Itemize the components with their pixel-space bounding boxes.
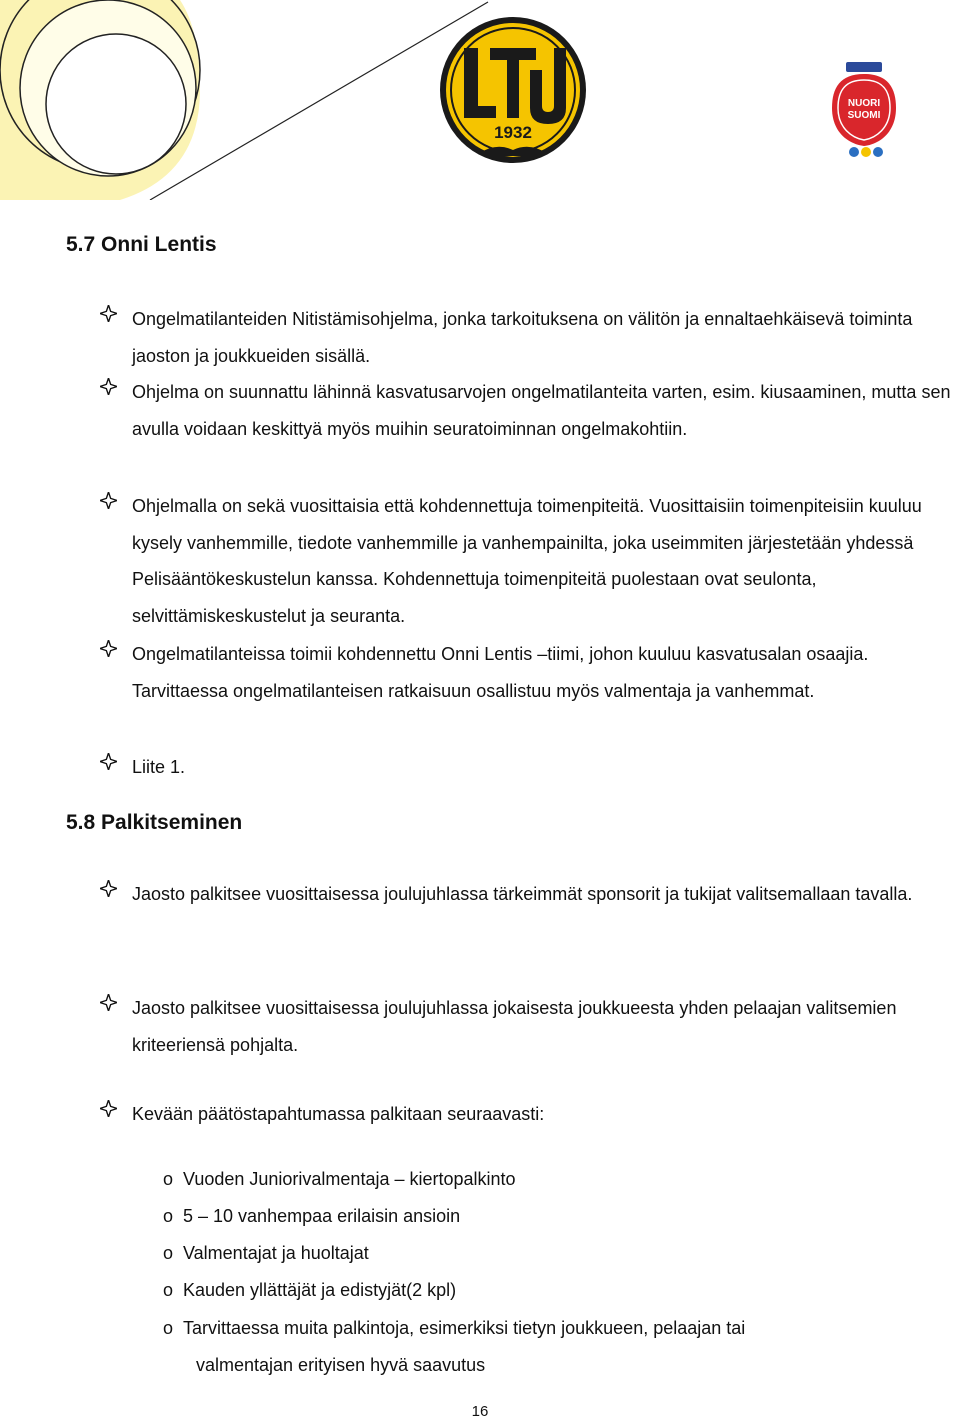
bullet-text: Jaosto palkitsee vuosittaisessa joulujuhlassa jokaisesta joukkueesta yhden pelaajan valitsemien kriteeriensä pohjalta. (132, 998, 897, 1055)
diamond-bullet-icon (100, 1100, 117, 1117)
bullet-text: Kevään päätöstapahtumassa palkitaan seuraavasti: (132, 1104, 545, 1124)
bullet-text: Ongelmatilanteissa toimii kohdennettu Onni Lentis –tiimi, johon kuuluu kasvatusalan osaajia. Tarvittaessa ongelmatilanteisen ratkaisuun osallistuu myös valmentaja ja vanhemmat. (132, 644, 869, 701)
sub-item-text: 5 – 10 vanhempaa erilaisin ansioin (183, 1206, 461, 1226)
section-title-5-8: 5.8 Palkitseminen (66, 811, 243, 834)
page-header (0, 0, 960, 200)
diamond-bullet-icon (100, 378, 117, 395)
list-item (100, 1096, 960, 1133)
bullet-text: Ohjelmalla on sekä vuosittaisia että kohdennettuja toimenpiteitä. Vuosittaisiin toimenpiteisiin kuuluu kysely vanhemmille, tiedote vanhemmille ja vanhempainilta, joka useimmiten järjestetään yhdessä Pelisääntökeskustelun kanssa. Kohdennettuja toimenpiteitä puolestaan ovat seulonta, selvittämiskeskustelut ja seuranta. (132, 496, 922, 626)
sub-list-item (163, 1272, 456, 1308)
bullet-text: Jaosto palkitsee vuosittaisessa joulujuhlassa tärkeimmät sponsorit ja tukijat valitsemallaan tavalla. (132, 884, 913, 904)
sub-item-text: Vuoden Juniorivalmentaja – kiertopalkinto (183, 1169, 516, 1189)
sub-list-item (163, 1161, 516, 1197)
list-item (100, 636, 960, 709)
sub-bullet-marker: o (163, 1280, 174, 1300)
bullet-text: Ohjelma on suunnattu lähinnä kasvatusarvojen ongelmatilanteita varten, esim. kiusaaminen, mutta sen avulla voidaan keskittyä myös muihin seuratoiminnan ongelmakohtiin. (132, 382, 951, 439)
bullet-text: Liite 1. (132, 757, 186, 777)
sub-list-item (163, 1198, 460, 1234)
diamond-bullet-icon (100, 305, 117, 322)
svg-text:NUORI: NUORI (847, 98, 881, 109)
list-item (100, 876, 960, 913)
sub-bullet-marker: o (163, 1206, 174, 1226)
decorative-swirl-graphic (0, 0, 500, 200)
sub-bullet-marker: o (163, 1169, 174, 1189)
sub-item-text: Kauden yllättäjät ja edistyjät(2 kpl) (183, 1280, 457, 1300)
sub-item-text: Valmentajat ja huoltajat (183, 1243, 369, 1263)
sub-bullet-marker: o (163, 1318, 174, 1338)
sub-list-item (163, 1310, 745, 1346)
diamond-bullet-icon (100, 640, 117, 657)
sub-list-item (163, 1235, 369, 1271)
diamond-bullet-icon (100, 994, 117, 1011)
sub-bullet-marker: o (163, 1243, 174, 1263)
club-logo-year: 1932 (494, 123, 532, 142)
list-item (100, 488, 960, 634)
club-logo (438, 8, 588, 172)
list-item (100, 990, 960, 1063)
sub-item-text: Tarvittaessa muita palkintoja, esimerkiksi tietyn joukkueen, pelaajan tai (183, 1318, 746, 1338)
sub-item-continuation: valmentajan erityisen hyvä saavutus (196, 1355, 486, 1375)
list-item (100, 749, 960, 786)
diamond-bullet-icon (100, 753, 117, 770)
nuori-suomi-logo (828, 58, 900, 162)
list-item (100, 301, 960, 374)
page-number: 16 (471, 1403, 489, 1420)
list-item (100, 374, 960, 447)
svg-text:SUOMI: SUOMI (847, 110, 881, 121)
diamond-bullet-icon (100, 492, 117, 509)
diamond-bullet-icon (100, 880, 117, 897)
bullet-text: Ongelmatilanteiden Nitistämisohjelma, jonka tarkoituksena on välitön ja ennaltaehkäisevä toiminta jaoston ja joukkueiden sisällä. (132, 309, 913, 366)
section-title-5-7: 5.7 Onni Lentis (66, 233, 217, 256)
